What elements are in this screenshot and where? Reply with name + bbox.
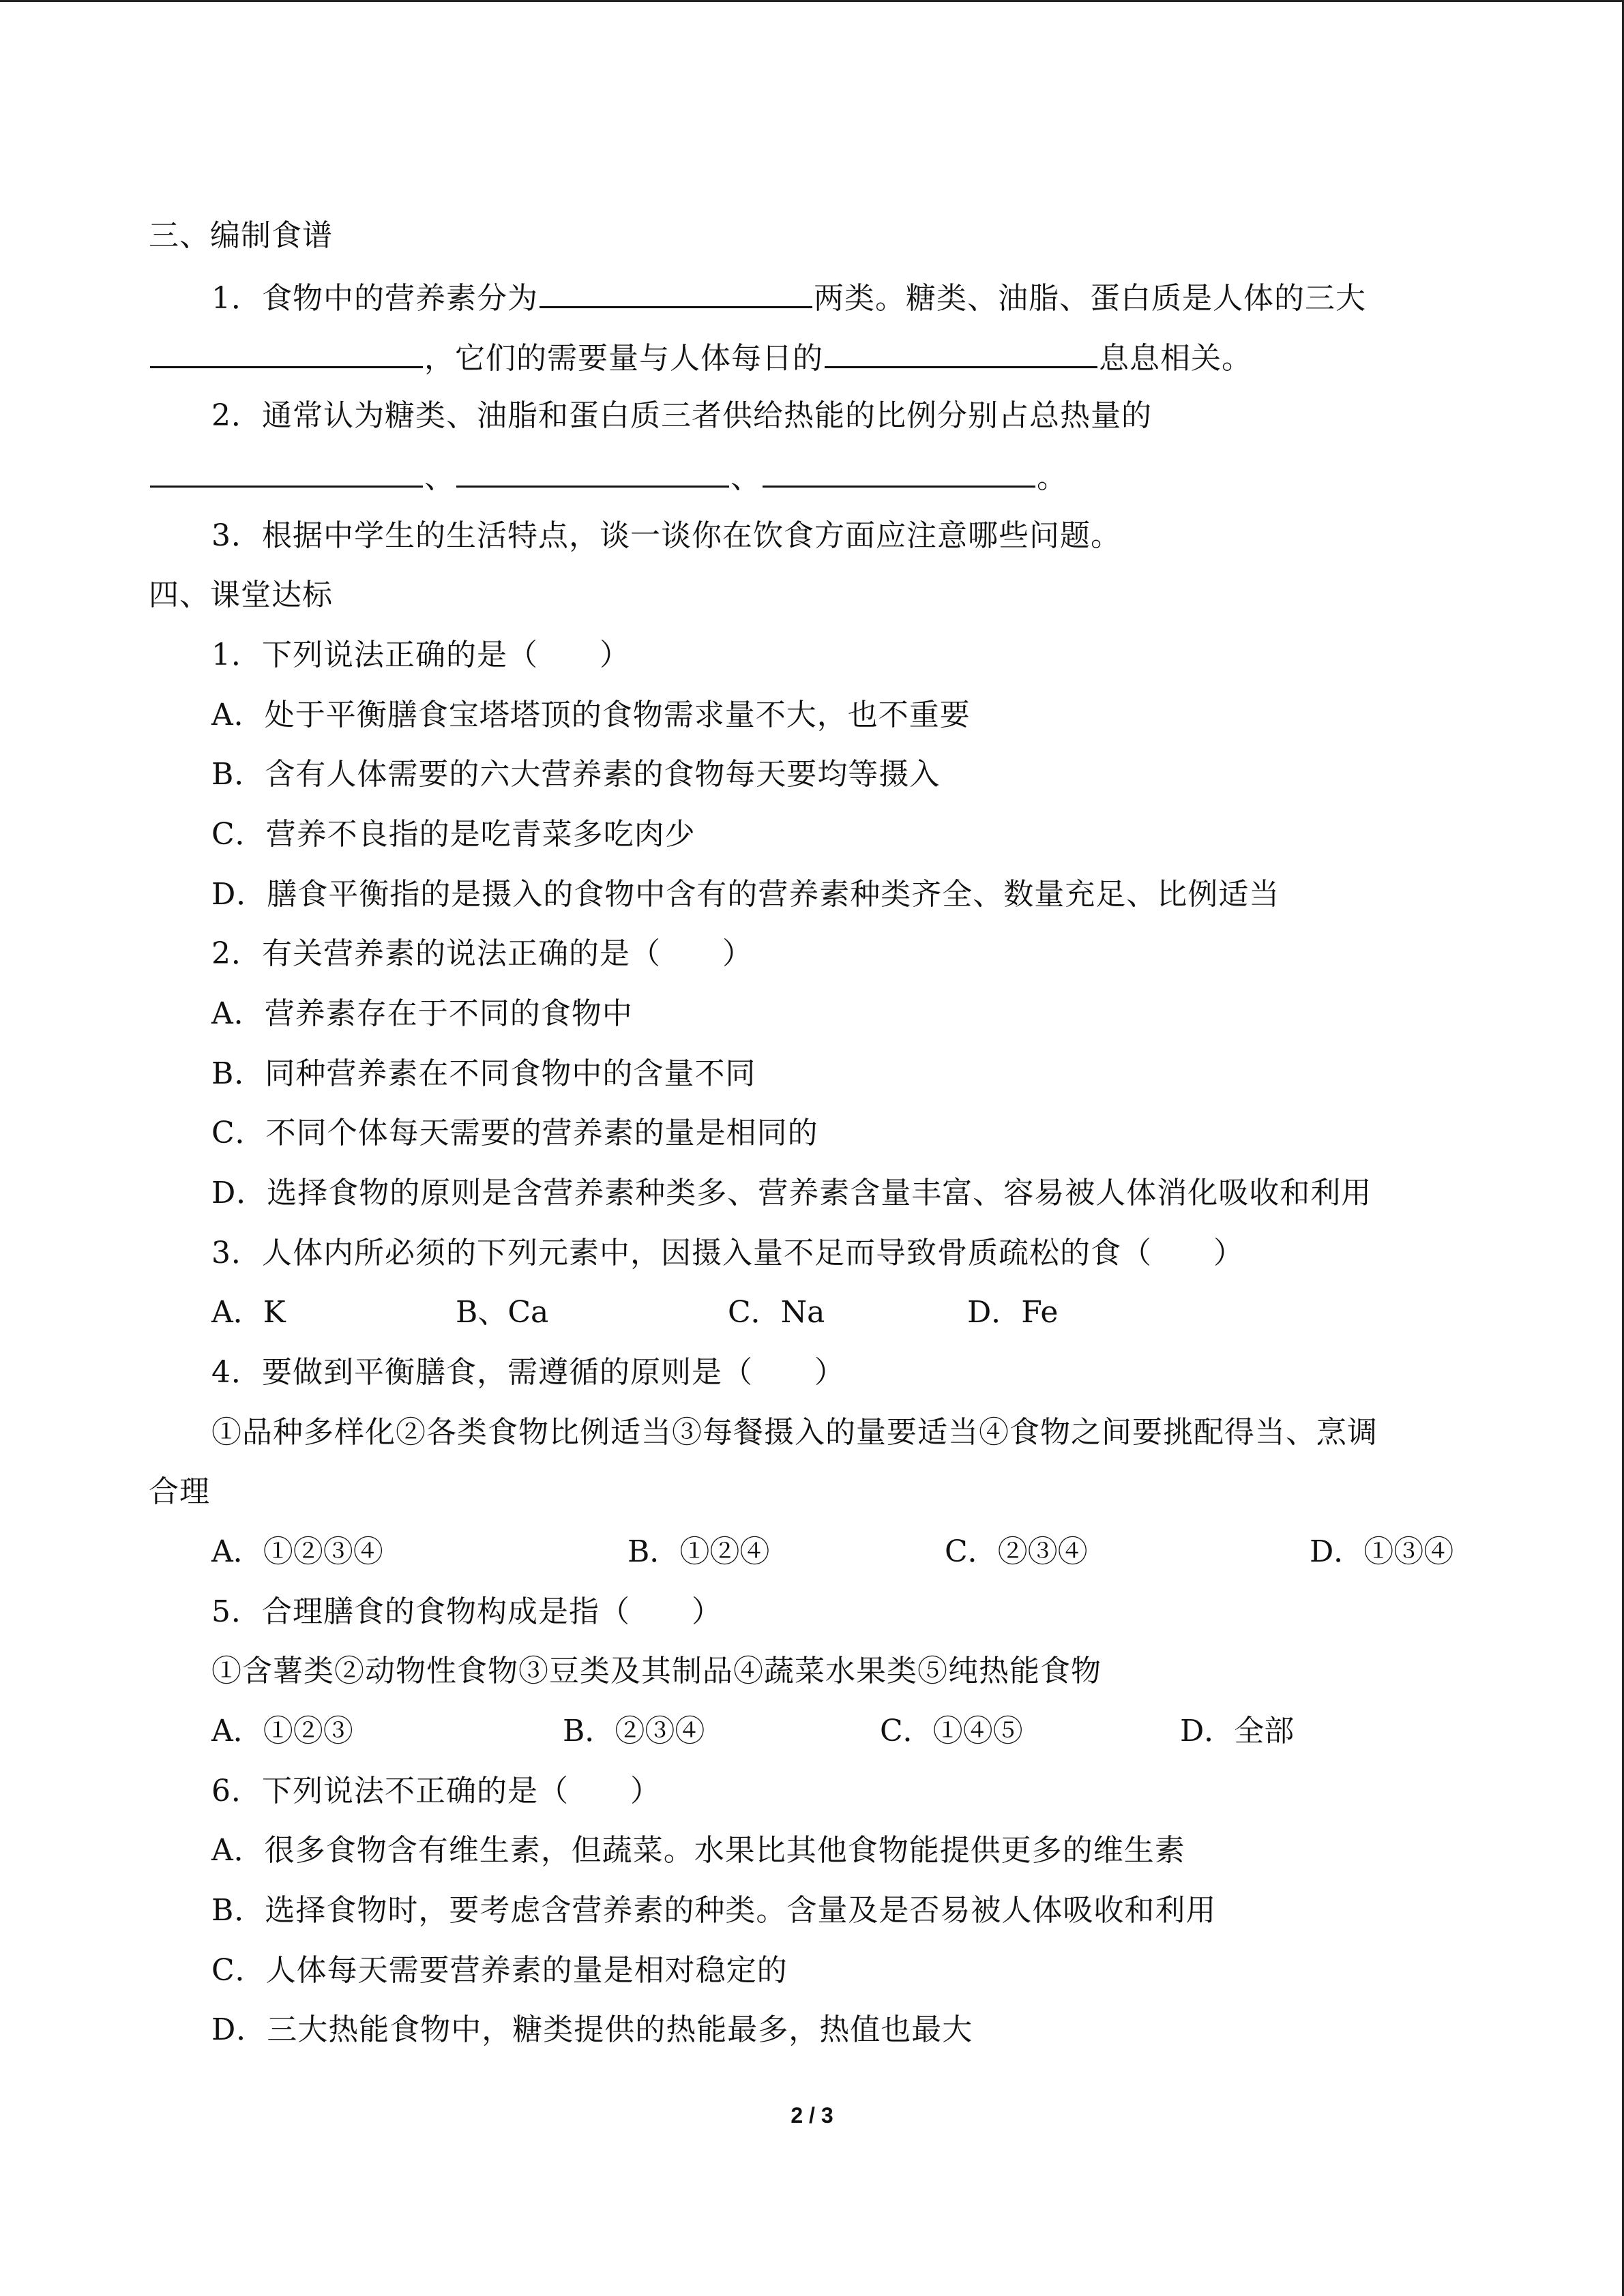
question-4-4-desc-line1: ①品种多样化②各类食物比例适当③每餐摄入的量要适当④食物之间要挑配得当、烹调 xyxy=(211,1415,1378,1450)
separator: 、 xyxy=(424,460,455,495)
question-text: 1．食物中的营养素分为 xyxy=(211,281,538,316)
answer-blank[interactable] xyxy=(150,456,423,488)
question-3-1-line2 xyxy=(149,336,1252,379)
question-4-6-option-c[interactable]: C．人体每天需要营养素的量是相对稳定的 xyxy=(211,1953,788,1988)
question-4-5-option-c[interactable]: C．①④⑤ xyxy=(880,1714,1023,1748)
section-heading-3: 三、编制食谱 xyxy=(149,218,333,253)
question-4-2-option-d[interactable]: D．选择食物的原则是含营养素种类多、营养素含量丰富、容易被人体消化吸收和利用 xyxy=(211,1176,1372,1210)
question-4-1-stem: 1．下列说法正确的是（ ） xyxy=(211,638,630,672)
question-4-1-option-c[interactable]: C．营养不良指的是吃青菜多吃肉少 xyxy=(211,817,696,852)
question-4-5-stem: 5．合理膳食的食物构成是指（ ） xyxy=(211,1594,722,1629)
section-heading-4: 四、课堂达标 xyxy=(149,578,333,612)
question-4-2-option-c[interactable]: C．不同个体每天需要的营养素的量是相同的 xyxy=(211,1116,818,1150)
question-4-4-desc-line2: 合理 xyxy=(149,1474,210,1509)
question-4-1-option-a[interactable]: A．处于平衡膳食宝塔塔顶的食物需求量不大，也不重要 xyxy=(211,698,971,732)
question-4-3-option-c[interactable]: C．Na xyxy=(728,1295,825,1330)
question-4-6-option-b[interactable]: B．选择食物时，要考虑含营养素的种类。含量及是否易被人体吸收和利用 xyxy=(211,1893,1217,1928)
question-3-3: 3．根据中学生的生活特点，谈一谈你在饮食方面应注意哪些问题。 xyxy=(211,518,1121,553)
question-4-2-stem: 2．有关营养素的说法正确的是（ ） xyxy=(211,936,753,971)
question-4-3-stem: 3．人体内所必须的下列元素中，因摄入量不足而导致骨质疏松的食（ ） xyxy=(211,1236,1244,1270)
question-4-4-stem: 4．要做到平衡膳食，需遵循的原则是（ ） xyxy=(211,1355,845,1390)
page-number: 2 / 3 xyxy=(791,2103,833,2128)
answer-blank[interactable] xyxy=(763,456,1035,488)
question-3-1-line1 xyxy=(211,276,1366,319)
question-3-2-blanks xyxy=(149,456,1067,498)
question-4-3-option-d[interactable]: D．Fe xyxy=(967,1295,1059,1330)
question-4-3-option-a[interactable]: A．K xyxy=(211,1295,286,1330)
question-4-2-option-a[interactable]: A．营养素存在于不同的食物中 xyxy=(211,996,633,1031)
question-4-5-desc: ①含薯类②动物性食物③豆类及其制品④蔬菜水果类⑤纯热能食物 xyxy=(211,1654,1102,1688)
question-text: 息息相关。 xyxy=(1099,341,1252,376)
question-4-4-option-b[interactable]: B．①②④ xyxy=(628,1534,770,1569)
separator: 、 xyxy=(730,460,761,495)
separator: 。 xyxy=(1037,460,1067,495)
question-4-4-option-a[interactable]: A．①②③④ xyxy=(211,1534,383,1569)
question-4-2-option-b[interactable]: B．同种营养素在不同食物中的含量不同 xyxy=(211,1056,756,1091)
answer-blank[interactable] xyxy=(825,336,1097,368)
question-4-1-option-d[interactable]: D．膳食平衡指的是摄入的食物中含有的营养素种类齐全、数量充足、比例适当 xyxy=(211,877,1280,912)
question-4-1-option-b[interactable]: B．含有人体需要的六大营养素的食物每天要均等摄入 xyxy=(211,757,941,792)
question-4-5-option-b[interactable]: B．②③④ xyxy=(563,1714,705,1748)
question-4-4-option-d[interactable]: D．①③④ xyxy=(1310,1534,1454,1569)
answer-blank[interactable] xyxy=(540,276,812,308)
answer-blank[interactable] xyxy=(456,456,729,488)
question-text: ，它们的需要量与人体每日的 xyxy=(424,341,823,376)
question-4-6-stem: 6．下列说法不正确的是（ ） xyxy=(211,1774,661,1808)
question-3-2: 2．通常认为糖类、油脂和蛋白质三者供给热能的比例分别占总热量的 xyxy=(211,398,1152,433)
question-4-6-option-a[interactable]: A．很多食物含有维生素，但蔬菜。水果比其他食物能提供更多的维生素 xyxy=(211,1833,1185,1868)
question-4-5-option-a[interactable]: A．①②③ xyxy=(211,1714,353,1748)
question-4-6-option-d[interactable]: D．三大热能食物中，糖类提供的热能最多，热值也最大 xyxy=(211,2012,973,2047)
answer-blank[interactable] xyxy=(150,336,423,368)
question-text: 两类。糖类、油脂、蛋白质是人体的三大 xyxy=(814,281,1366,316)
question-4-4-option-c[interactable]: C．②③④ xyxy=(945,1534,1088,1569)
question-4-5-option-d[interactable]: D．全部 xyxy=(1180,1714,1295,1748)
question-4-3-option-b[interactable]: B、Ca xyxy=(456,1295,549,1330)
